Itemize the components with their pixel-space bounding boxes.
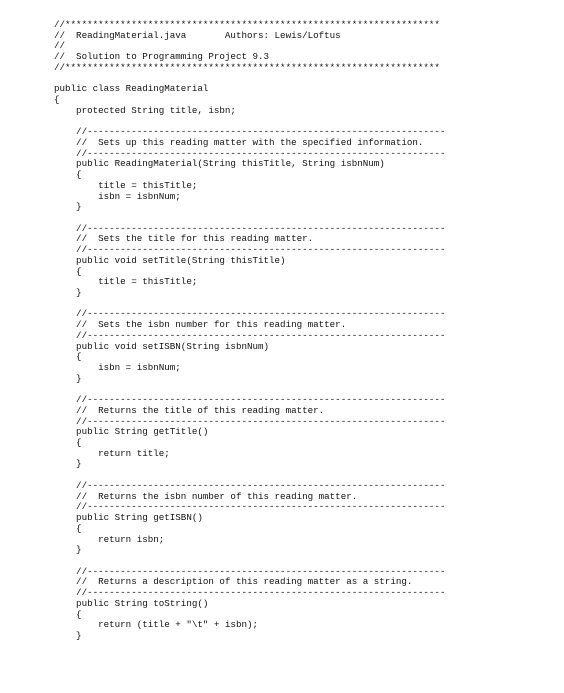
code-line: public void setTitle(String thisTitle) xyxy=(54,254,286,266)
code-line: //----------------------------------------------------------------- xyxy=(54,501,446,513)
code-line: // Sets the title for this reading matter. xyxy=(54,233,314,245)
code-line: // Sets the isbn number for this reading matter. xyxy=(54,319,347,331)
code-line: //----------------------------------------------------------------- xyxy=(54,126,446,138)
code-line: { xyxy=(54,94,60,106)
code-line: isbn = isbnNum; xyxy=(54,362,181,373)
code-line: //----------------------------------------------------------------- xyxy=(54,329,446,341)
code-line: } xyxy=(54,629,82,641)
code-line: // Solution to Programming Project 9.3 xyxy=(54,51,270,63)
code-line: public ReadingMaterial(String thisTitle, String isbnNum) xyxy=(54,158,385,170)
code-line: public String getISBN() xyxy=(54,512,203,524)
code-line: //----------------------------------------------------------------- xyxy=(54,147,446,159)
code-line: //----------------------------------------------------------------- xyxy=(54,587,446,599)
code-line: //******************************************************************** xyxy=(54,61,440,73)
code-line: // Returns the title of this reading matter. xyxy=(54,404,325,416)
code-line: //----------------------------------------------------------------- xyxy=(54,244,446,256)
code-line: } xyxy=(54,286,82,298)
code-line: //----------------------------------------------------------------- xyxy=(54,394,446,406)
code-line: return (title + "\t" + isbn); xyxy=(54,619,258,631)
code-line: //----------------------------------------------------------------- xyxy=(54,565,446,577)
code-line: // Sets up this reading matter with the specified information. xyxy=(54,136,424,148)
code-line: // Returns a description of this reading matter as a string. xyxy=(54,576,413,588)
code-line: public String toString() xyxy=(54,597,209,609)
code-line: //******************************************************************** xyxy=(54,19,440,30)
source-code-listing xyxy=(54,20,445,642)
code-line: // Returns the isbn number of this reading matter. xyxy=(54,490,358,502)
code-line: return title; xyxy=(54,447,170,459)
code-line: { xyxy=(54,169,82,181)
code-line: //----------------------------------------------------------------- xyxy=(54,222,446,234)
code-line: // ReadingMaterial.java Authors: Lewis/Loftus xyxy=(54,29,341,41)
code-line: public String getTitle() xyxy=(54,426,209,438)
code-line: title = thisTitle; xyxy=(54,179,198,191)
code-line: { xyxy=(54,522,82,534)
code-line: isbn = isbnNum; xyxy=(54,190,181,202)
code-line: public class ReadingMaterial xyxy=(54,83,209,95)
code-line: //----------------------------------------------------------------- xyxy=(54,479,446,491)
code-line: //----------------------------------------------------------------- xyxy=(54,308,446,320)
code-line: protected String title, isbn; xyxy=(54,104,236,116)
code-line: { xyxy=(54,437,82,449)
code-line: { xyxy=(54,608,82,620)
code-line: } xyxy=(54,544,82,556)
code-line: title = thisTitle; xyxy=(54,276,198,288)
code-line: } xyxy=(54,372,82,384)
code-line: // xyxy=(54,40,66,52)
code-line: { xyxy=(54,351,82,363)
code-line: { xyxy=(54,265,82,277)
code-line: return isbn; xyxy=(54,533,165,545)
code-line: } xyxy=(54,201,82,213)
code-line: } xyxy=(54,458,82,470)
code-line: //----------------------------------------------------------------- xyxy=(54,415,446,427)
code-line: public void setISBN(String isbnNum) xyxy=(54,340,270,352)
